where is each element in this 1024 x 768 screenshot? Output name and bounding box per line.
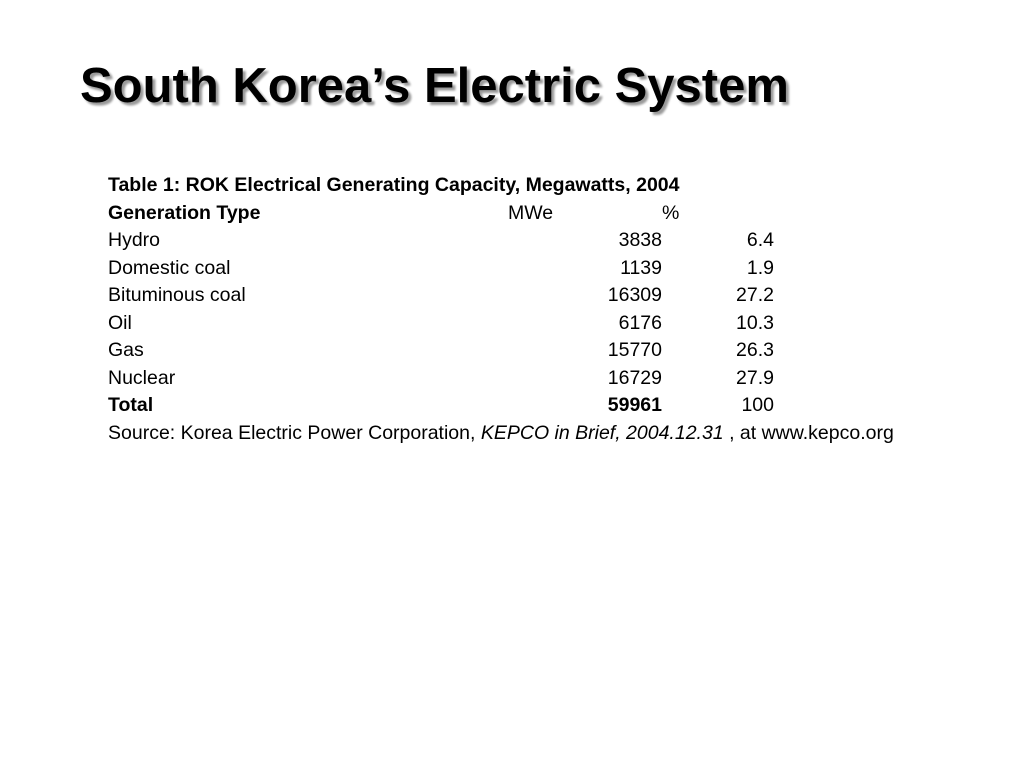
row-mwe: 3838 [618, 229, 662, 251]
table-caption: Table 1: ROK Electrical Generating Capacity, Megawatts, 2004 [108, 174, 680, 196]
table-header-row [108, 200, 774, 228]
row-mwe: 6176 [618, 311, 662, 334]
row-percent: 27.9 [736, 366, 774, 389]
source-note [108, 420, 894, 448]
source-suffix: , at www.kepco.org [723, 421, 894, 444]
row-mwe: 16309 [607, 284, 662, 306]
row-mwe: 1139 [620, 256, 662, 279]
row-type: Gas [108, 339, 144, 361]
row-mwe: 16729 [607, 366, 662, 389]
row-percent: 27.2 [736, 284, 774, 306]
row-type: Nuclear [108, 366, 176, 389]
table-row [108, 337, 774, 365]
table-row [108, 282, 774, 310]
row-type: Hydro [108, 229, 161, 251]
table-row [108, 227, 774, 255]
table-row [108, 365, 774, 393]
row-percent: 1.9 [746, 256, 774, 279]
capacity-table-block [108, 172, 894, 447]
total-mwe: 59961 [607, 394, 662, 416]
slide-title: South Korea’s Electric System [80, 59, 789, 113]
row-type: Bituminous coal [108, 284, 246, 306]
table-row [108, 310, 774, 338]
table-total-row [108, 392, 774, 420]
row-percent: 26.3 [736, 339, 774, 361]
row-percent: 10.3 [736, 311, 774, 334]
source-publication: KEPCO in Brief, 2004.12.31 [480, 421, 724, 444]
table-row [108, 255, 774, 283]
row-type: Domestic coal [108, 256, 231, 279]
row-mwe: 15770 [607, 339, 662, 361]
source-prefix: Source: Korea Electric Power Corporation, [108, 421, 481, 444]
header-generation-type: Generation Type [108, 201, 261, 224]
total-percent: 100 [741, 394, 774, 416]
capacity-table [108, 200, 774, 420]
total-label: Total [108, 394, 154, 416]
row-type: Oil [108, 311, 132, 334]
row-percent: 6.4 [746, 229, 774, 251]
header-mwe: MWe [508, 201, 554, 224]
header-percent: % [662, 201, 680, 224]
